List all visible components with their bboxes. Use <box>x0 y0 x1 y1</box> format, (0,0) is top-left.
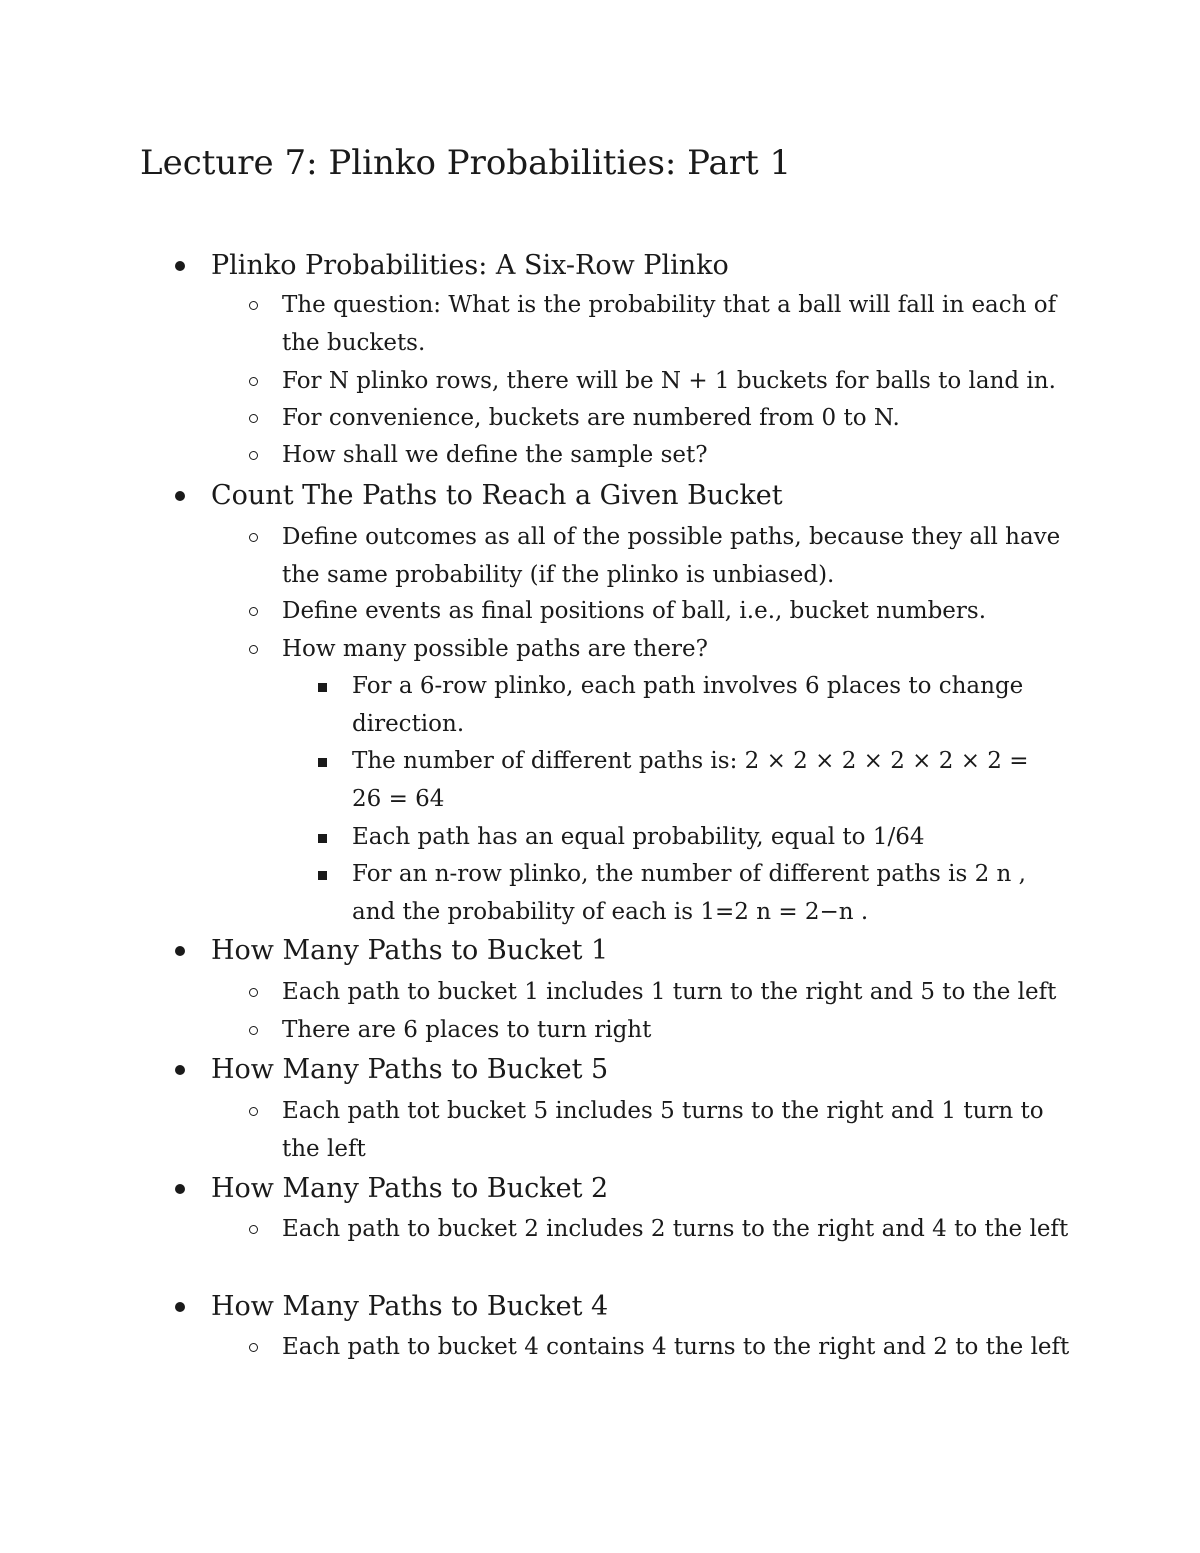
hollow-circle-bullet-icon <box>249 377 258 386</box>
sub-list-item <box>352 667 1062 743</box>
square-bullet-icon <box>318 834 327 843</box>
hollow-circle-bullet-icon <box>249 301 258 310</box>
list-item-text: For N plinko rows, there will be N + 1 buckets for balls to land in. <box>282 368 1056 394</box>
hollow-circle-bullet-icon <box>249 533 258 542</box>
square-bullet-icon <box>318 683 327 692</box>
list-item-text: Each path tot bucket 5 includes 5 turns to the right and 1 turn to the left <box>282 1098 1044 1162</box>
square-bullet-icon <box>318 871 327 880</box>
square-bullet-icon <box>318 758 327 767</box>
list-item-text: Each path to bucket 4 contains 4 turns to the right and 2 to the left <box>282 1334 1070 1360</box>
filled-circle-bullet-icon <box>175 946 185 956</box>
list-item <box>282 1328 1072 1366</box>
hollow-circle-bullet-icon <box>249 451 258 460</box>
list-item <box>282 362 1072 400</box>
list-item <box>282 973 1072 1011</box>
list-item-text: Define outcomes as all of the possible paths, because they all have the same probability (if the plinko is unbiased). <box>282 524 1061 588</box>
list-item <box>282 1210 1072 1248</box>
list-item-text: How many possible paths are there? <box>282 636 708 662</box>
list-item-text: For convenience, buckets are numbered from 0 to N. <box>282 405 900 431</box>
filled-circle-bullet-icon <box>175 491 185 501</box>
hollow-circle-bullet-icon <box>249 1343 258 1352</box>
section-heading <box>211 1289 608 1325</box>
sub-list-item-text: Each path has an equal probability, equal to 1/64 <box>352 824 925 850</box>
list-item <box>282 436 1072 474</box>
filled-circle-bullet-icon <box>175 1184 185 1194</box>
filled-circle-bullet-icon <box>175 1302 185 1312</box>
section-heading <box>211 478 783 514</box>
sub-list-item <box>352 818 1062 856</box>
sub-list-item <box>352 742 1062 818</box>
section-heading <box>211 1171 608 1207</box>
list-item <box>282 592 1072 630</box>
section-heading-text: How Many Paths to Bucket 1 <box>211 935 609 966</box>
section-heading <box>211 248 729 284</box>
filled-circle-bullet-icon <box>175 1065 185 1075</box>
section-heading-text: Plinko Probabilities: A Six-Row Plinko <box>211 250 729 281</box>
sub-list-item <box>352 855 1062 931</box>
sub-list-item-text: The number of different paths is: 2 × 2 × 2 × 2 × 2 × 2 = 26 = 64 <box>352 748 1029 812</box>
page-title: Lecture 7: Plinko Probabilities: Part 1 <box>140 143 792 183</box>
sub-list-item-text: For a 6-row plinko, each path involves 6 places to change direction. <box>352 673 1024 737</box>
hollow-circle-bullet-icon <box>249 607 258 616</box>
list-item <box>282 286 1072 362</box>
list-item-text: Each path to bucket 1 includes 1 turn to the right and 5 to the left <box>282 979 1057 1005</box>
hollow-circle-bullet-icon <box>249 645 258 654</box>
list-item <box>282 1092 1072 1168</box>
section-heading-text: How Many Paths to Bucket 5 <box>211 1054 609 1085</box>
section-heading-text: Count The Paths to Reach a Given Bucket <box>211 480 783 511</box>
list-item <box>282 1011 1072 1049</box>
list-item-text: Define events as final positions of ball, i.e., bucket numbers. <box>282 598 987 624</box>
list-item <box>282 518 1072 594</box>
section-heading-text: How Many Paths to Bucket 4 <box>211 1291 609 1322</box>
hollow-circle-bullet-icon <box>249 1225 258 1234</box>
section-heading <box>211 933 608 969</box>
filled-circle-bullet-icon <box>175 261 185 271</box>
list-item-text: There are 6 places to turn right <box>282 1017 652 1043</box>
hollow-circle-bullet-icon <box>249 414 258 423</box>
hollow-circle-bullet-icon <box>249 1107 258 1116</box>
list-item <box>282 630 1072 668</box>
list-item-text: The question: What is the probability that a ball will fall in each of the buckets. <box>282 292 1057 356</box>
section-heading-text: How Many Paths to Bucket 2 <box>211 1173 609 1204</box>
hollow-circle-bullet-icon <box>249 1026 258 1035</box>
list-item-text: Each path to bucket 2 includes 2 turns to the right and 4 to the left <box>282 1216 1069 1242</box>
list-item-text: How shall we define the sample set? <box>282 442 708 468</box>
section-heading <box>211 1052 608 1088</box>
list-item <box>282 399 1072 437</box>
hollow-circle-bullet-icon <box>249 988 258 997</box>
sub-list-item-text: For an n-row plinko, the number of different paths is 2 n , and the probability of each is 1=2 n = 2−n . <box>352 861 1026 925</box>
